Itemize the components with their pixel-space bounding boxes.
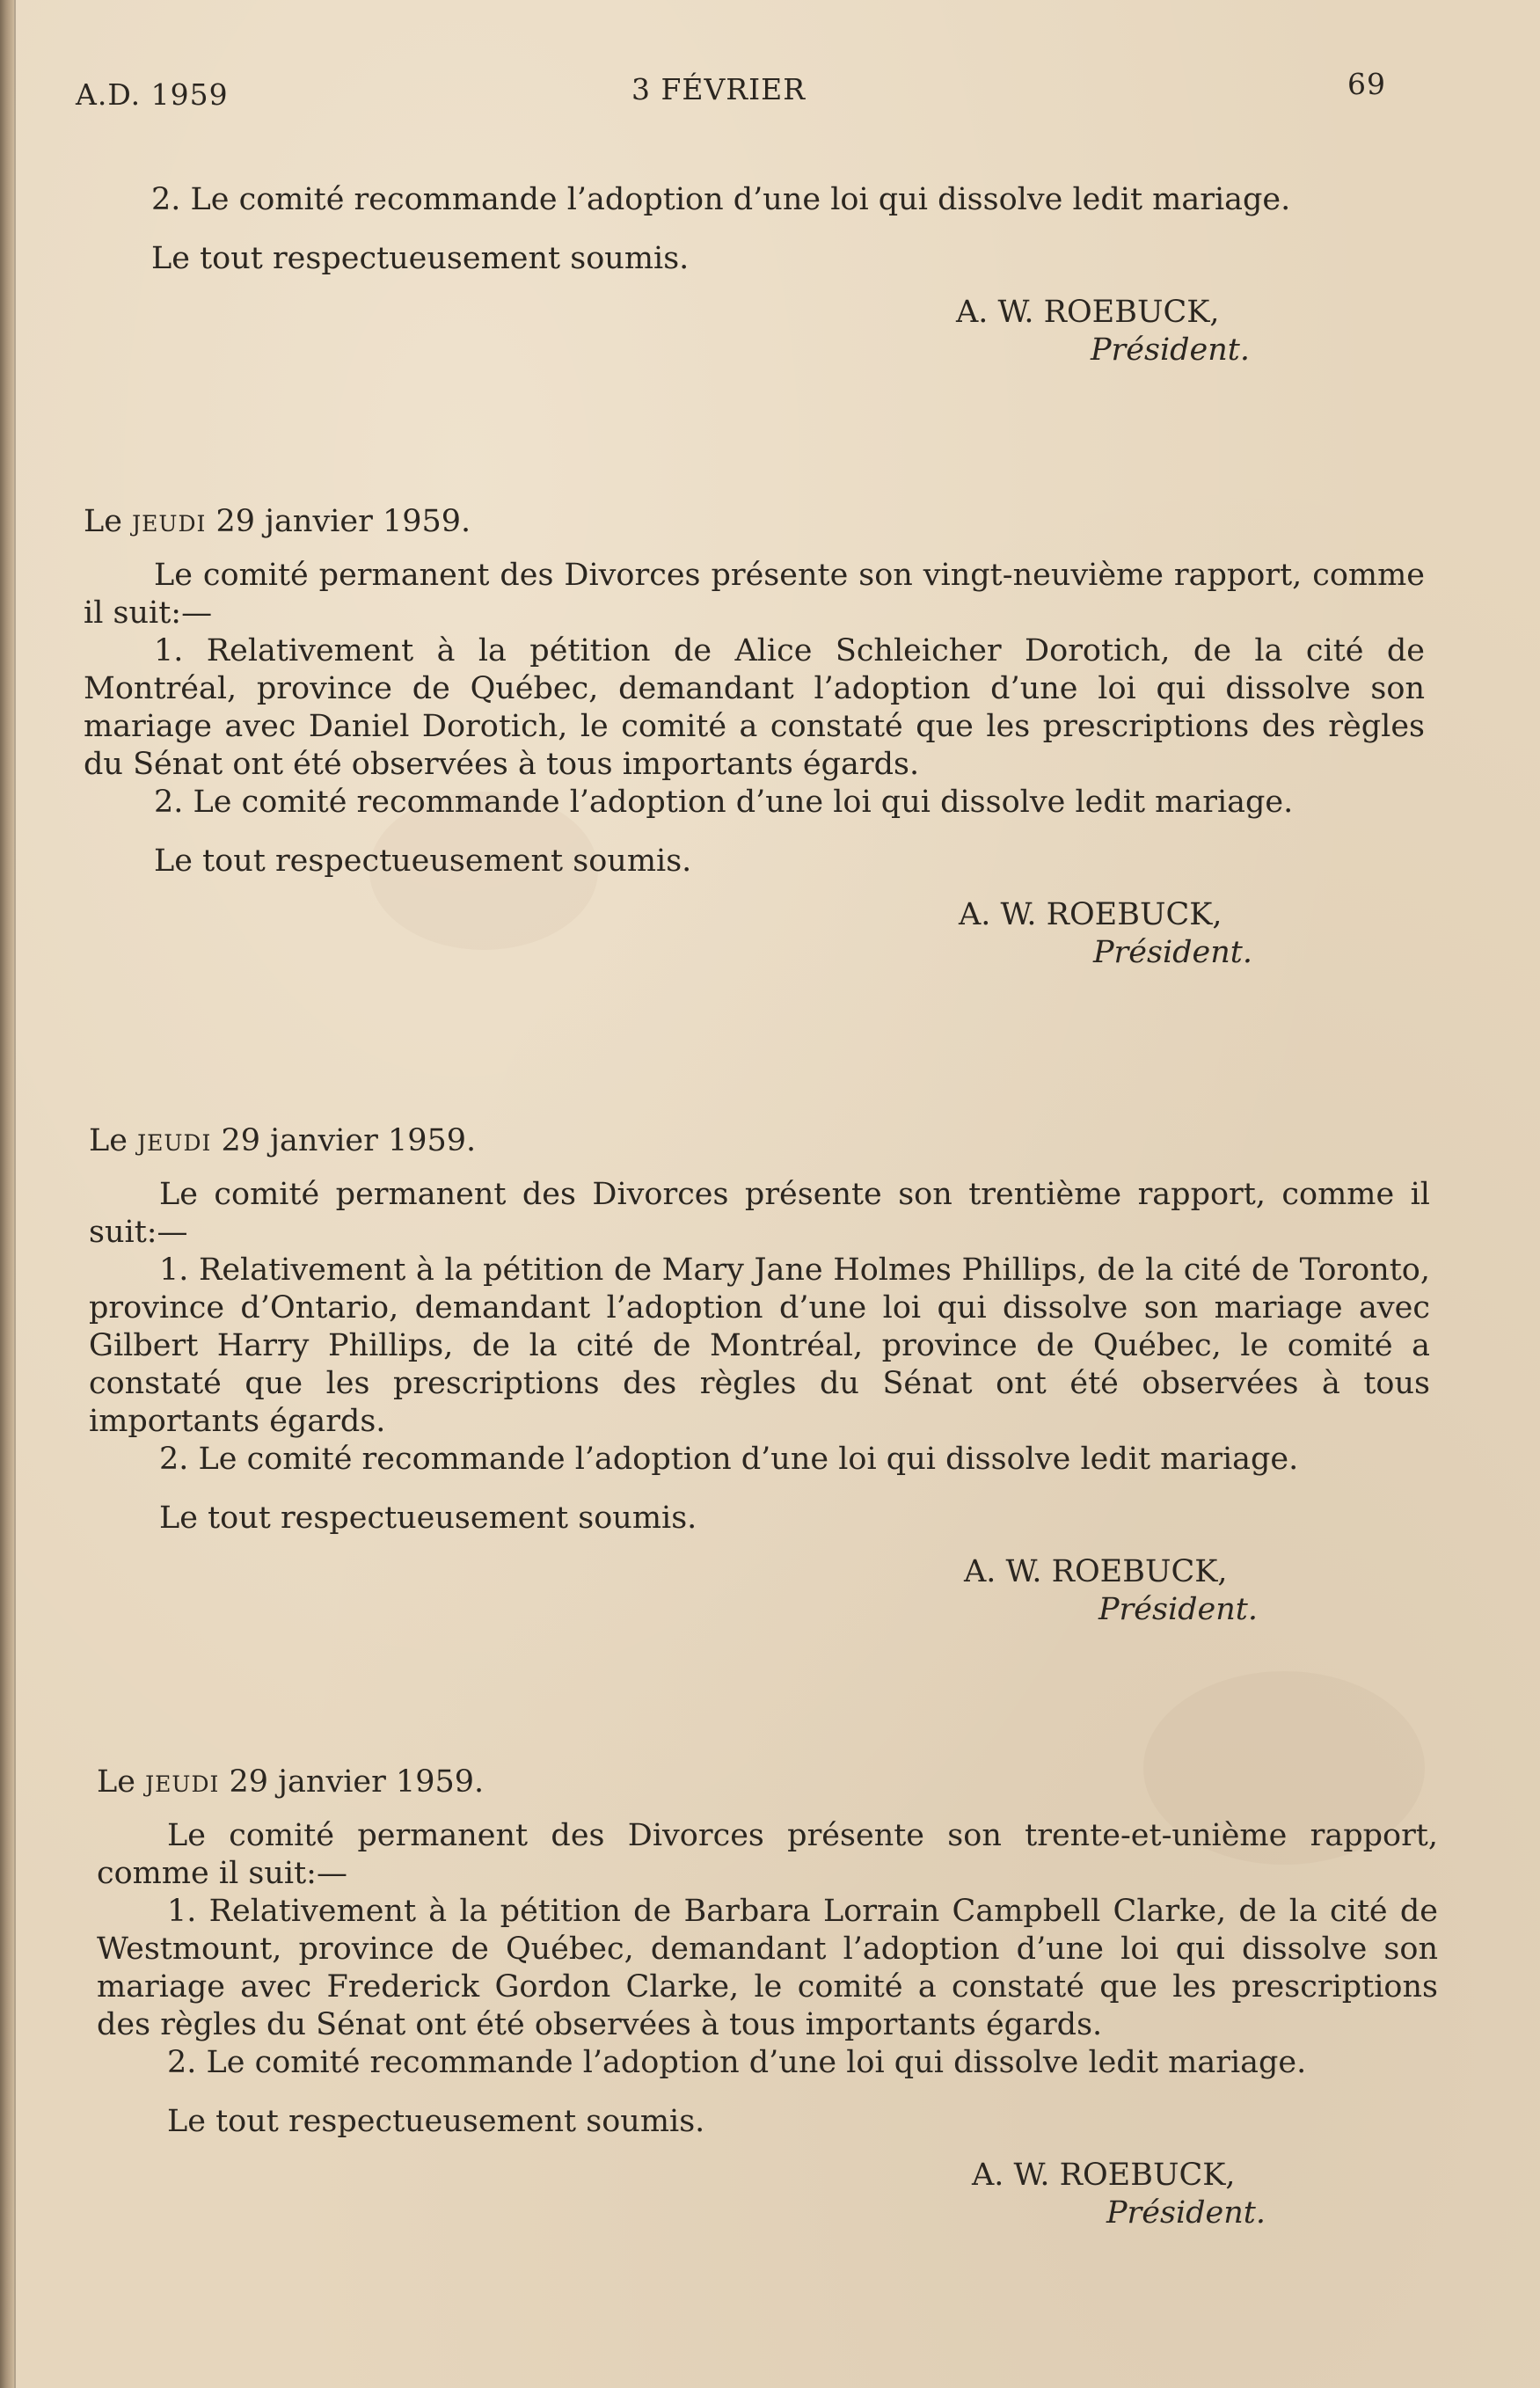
date-prefix: Le (84, 504, 122, 539)
report-item-1: 1. Relativement à la pétition de Mary Jane Holmes Phillips, de la cité de Toronto, province d’Ontario, demandant l’adoption d’une loi qui dissolve son mariage avec Gilbert Harry Phillips, de la cité de Montréal, province de Québec, le comité a constaté que les prescriptions des règles du Sénat ont été observées à tous importants égards. (89, 1252, 1430, 1439)
report-item-2: 2. Le comité recommande l’adoption d’une loi qui dissolve ledit mariage. (167, 2045, 1307, 2080)
date-prefix: Le (97, 1764, 135, 1800)
report-intro: Le comité permanent des Divorces présente son vingt-neuvième rapport, comme il suit:— (84, 558, 1425, 631)
report-closing: Le tout respectueusement soumis. (154, 843, 692, 879)
report-closing: Le tout respectueusement soumis. (167, 2104, 705, 2139)
date-rest: 29 janvier 1959. (229, 1764, 485, 1800)
report-29 (84, 503, 1425, 972)
report-intro: Le comité permanent des Divorces présente son trente-et-unième rapport, comme il suit:— (97, 1818, 1438, 1891)
signature-title: Président. (1091, 332, 1250, 368)
running-header (76, 67, 1386, 112)
date-weekday: jeudi (145, 1764, 220, 1800)
date-weekday: jeudi (137, 1123, 212, 1158)
report-intro: Le comité permanent des Divorces présente son trentième rapport, comme il suit:— (89, 1177, 1430, 1250)
report-30 (89, 1122, 1430, 1629)
signature-name: A. W. ROEBUCK, (956, 295, 1220, 330)
date-rest: 29 janvier 1959. (215, 504, 471, 539)
report-date (89, 1122, 1430, 1160)
signature-name: A. W. ROEBUCK, (972, 2158, 1236, 2193)
report-date (84, 503, 1425, 541)
date-prefix: Le (89, 1123, 128, 1158)
signature-name: A. W. ROEBUCK, (964, 1554, 1228, 1589)
report-item-2: 2. Le comité recommande l’adoption d’une loi qui dissolve ledit mariage. (151, 182, 1291, 217)
signature-title: Président. (1093, 935, 1252, 970)
signature-title: Président. (1098, 1592, 1258, 1627)
report-closing: Le tout respectueusement soumis. (151, 241, 690, 276)
report-item-1: 1. Relativement à la pétition de Barbara Lorrain Campbell Clarke, de la cité de Westmount, province de Québec, demandant l’adoption d’une loi qui dissolve son mariage avec Frederick Gordon Clarke, le comité a constaté que les prescriptions des règles du Sénat ont été observées à tous importants égards. (97, 1894, 1438, 2042)
header-year: A.D. 1959 (76, 77, 229, 112)
page-number: 69 (1347, 67, 1386, 101)
date-rest: 29 janvier 1959. (221, 1123, 477, 1158)
report-item-1: 1. Relativement à la pétition de Alice Schleicher Dorotich, de la cité de Montréal, province de Québec, demandant l’adoption d’une loi qui dissolve son mariage avec Daniel Dorotich, le comité a constaté que les prescriptions des règles du Sénat ont été observées à tous importants égards. (84, 633, 1425, 782)
report-date (97, 1764, 1438, 1801)
report-closing: Le tout respectueusement soumis. (159, 1501, 697, 1536)
report-item-2: 2. Le comité recommande l’adoption d’une loi qui dissolve ledit mariage. (154, 785, 1294, 820)
header-date: 3 FÉVRIER (631, 72, 806, 106)
signature-name: A. W. ROEBUCK, (959, 897, 1223, 932)
report-continuation (81, 181, 1422, 369)
report-item-2: 2. Le comité recommande l’adoption d’une loi qui dissolve ledit mariage. (159, 1442, 1299, 1477)
signature-title: Président. (1106, 2195, 1266, 2231)
page-binding-edge (0, 0, 14, 2388)
page-binding-line (14, 0, 16, 2388)
report-31 (97, 1764, 1438, 2232)
date-weekday: jeudi (132, 504, 207, 539)
